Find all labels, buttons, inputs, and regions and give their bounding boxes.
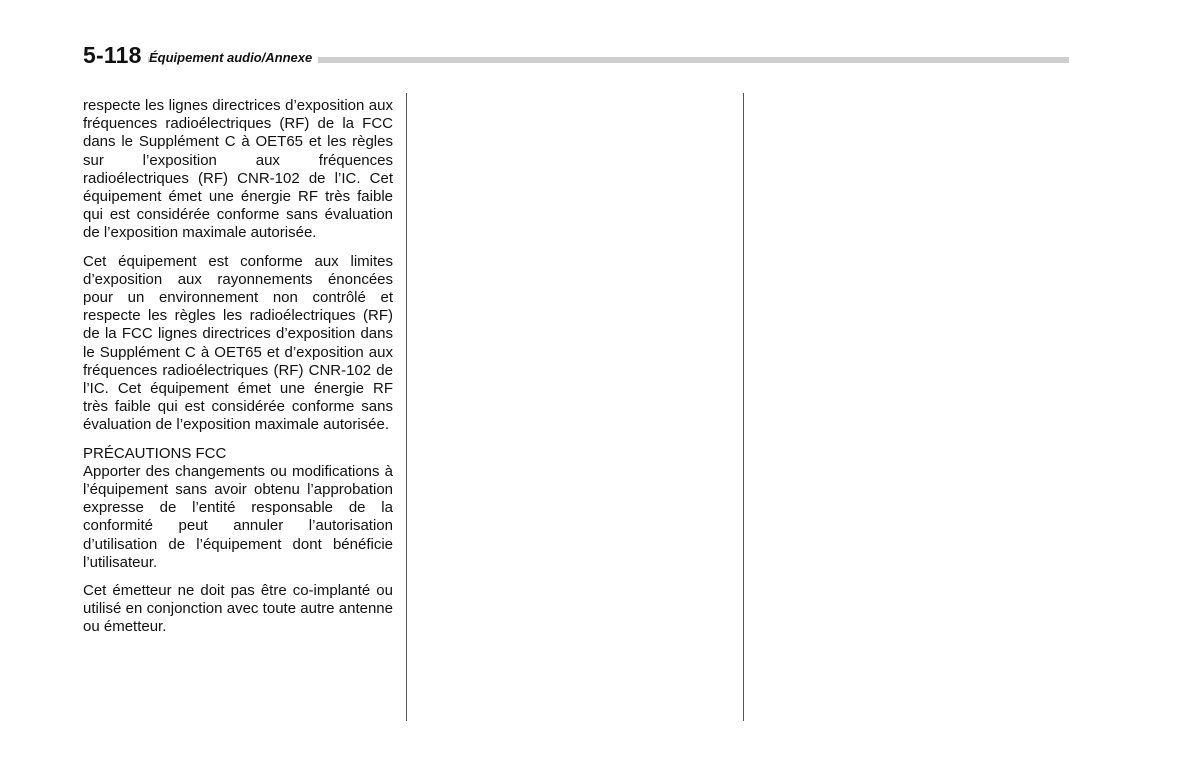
text-column-left [83, 97, 393, 637]
column-divider-1 [406, 93, 407, 721]
paragraph-co-location: Cet émetteur ne doit pas être co-implanté ou utilisé en conjonction avec toute autre antenne ou émetteur. [83, 582, 393, 636]
section-title: Équipement audio/Annexe [149, 50, 318, 66]
page-header [83, 40, 1069, 74]
paragraph-exposure-limits: Cet équipement est conforme aux limites d’exposition aux rayonnements énoncées pour un environnement non contrôlé et respecte les règles les radioélectriques (RF) de la FCC lignes directrices d’exposition dans le Supplément C à OET65 et d’exposition aux fréquences radioélectriques (RF) CNR-102 de l’IC. Cet équipement émet une énergie RF très faible qui est considérée conforme sans évaluation de l’exposition maximale autorisée. [83, 252, 393, 434]
fcc-precautions-heading: PRÉCAUTIONS FCC [83, 444, 227, 462]
page-number: 5-118 [83, 42, 148, 68]
paragraph-rf-guidelines: respecte les lignes directrices d’exposition aux fréquences radioélectriques (RF) de la FCC dans le Supplément C à OET65 et les règles sur l’exposition aux fréquences radioélectriques (RF) CNR-102 de l’IC. Cet équipement émet une énergie RF très faible qui est considérée conforme sans évaluation de l’exposition maximale autorisée. [83, 97, 393, 242]
column-divider-2 [743, 93, 744, 721]
paragraph-modifications-warning: Apporter des changements ou modifications à l’équipement sans avoir obtenu l’approbation expresse de l’entité responsable de la conformité peut annuler l’autorisation d’utilisation de l’équipement dont bénéficie l’utilisateur. [83, 462, 393, 571]
